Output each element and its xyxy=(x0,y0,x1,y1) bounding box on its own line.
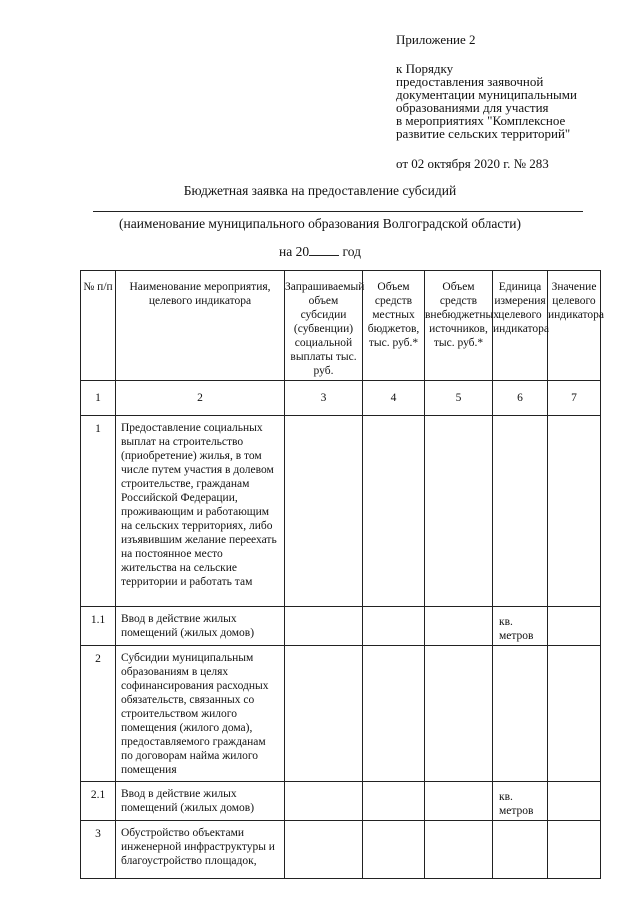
table-row xyxy=(81,821,601,879)
extrabudgetary-cell xyxy=(425,416,493,607)
header-cell: Запрашиваемый объем субсидии (субвенции) социальной выплаты тыс. руб. xyxy=(285,271,363,381)
table-row xyxy=(81,782,601,821)
year-line xyxy=(0,243,640,260)
municipality-name-line xyxy=(93,211,583,212)
header-cell: Значение целевого индикатора xyxy=(548,271,601,381)
year-suffix: год xyxy=(342,244,361,259)
reference-line: развитие сельских территорий" xyxy=(396,126,571,141)
requested-subsidy-cell xyxy=(285,646,363,782)
reference-line: образованиями для участия xyxy=(396,100,549,115)
column-number: 3 xyxy=(285,381,363,416)
year-prefix: на 20 xyxy=(279,244,310,259)
requested-subsidy-cell xyxy=(285,821,363,879)
local-budget-cell xyxy=(363,607,425,646)
indicator-value-cell xyxy=(548,646,601,782)
header-cell: Наименование мероприятия, целевого индикатора xyxy=(116,271,285,381)
indicator-value-cell xyxy=(548,607,601,646)
reference-line: к Порядку xyxy=(396,61,454,76)
extrabudgetary-cell xyxy=(425,782,493,821)
column-number: 2 xyxy=(116,381,285,416)
row-number: 3 xyxy=(81,821,116,879)
requested-subsidy-cell xyxy=(285,416,363,607)
extrabudgetary-cell xyxy=(425,646,493,782)
column-number: 6 xyxy=(493,381,548,416)
column-number: 5 xyxy=(425,381,493,416)
column-number: 7 xyxy=(548,381,601,416)
table-row xyxy=(81,416,601,607)
local-budget-cell xyxy=(363,782,425,821)
row-number: 2.1 xyxy=(81,782,116,821)
indicator-value-cell xyxy=(548,821,601,879)
table-header-row xyxy=(81,271,601,381)
order-date: от 02 октября 2020 г. № 283 xyxy=(396,156,549,171)
row-name: Ввод в действие жилых помещений (жилых домов) xyxy=(116,782,285,821)
row-number: 2 xyxy=(81,646,116,782)
header-cell: Объем средств внебюджетных источников, тыс. руб.* xyxy=(425,271,493,381)
reference-line: предоставления заявочной xyxy=(396,74,544,89)
extrabudgetary-cell xyxy=(425,821,493,879)
header-cell: № п/п xyxy=(81,271,116,381)
column-number-row xyxy=(81,381,601,416)
requested-subsidy-cell xyxy=(285,607,363,646)
table-row xyxy=(81,607,601,646)
header-cell: Единица измерения целевого индикатора xyxy=(493,271,548,381)
unit-cell xyxy=(493,416,548,607)
row-name: Субсидии муниципальным образованиям в целях софинансирования расходных обязательств, связанных со строительством жилого помещения (жилого дома), предоставляемого гражданам по договорам найма жилого помещения xyxy=(116,646,285,782)
local-budget-cell xyxy=(363,821,425,879)
table-row xyxy=(81,646,601,782)
column-number: 4 xyxy=(363,381,425,416)
row-name: Обустройство объектами инженерной инфраструктуры и благоустройство площадок, xyxy=(116,821,285,879)
column-number: 1 xyxy=(81,381,116,416)
unit-cell: кв. метров xyxy=(493,782,548,821)
indicator-value-cell xyxy=(548,416,601,607)
header-cell: Объем средств местных бюджетов, тыс. руб.* xyxy=(363,271,425,381)
year-blank xyxy=(309,243,339,256)
appendix-title: Приложение 2 xyxy=(396,32,476,47)
unit-cell: кв. метров xyxy=(493,607,548,646)
appendix-reference xyxy=(396,62,577,140)
local-budget-cell xyxy=(363,646,425,782)
budget-request-table xyxy=(80,270,605,879)
local-budget-cell xyxy=(363,416,425,607)
document-title: Бюджетная заявка на предоставление субсидий xyxy=(183,183,457,198)
row-number: 1.1 xyxy=(81,607,116,646)
municipality-caption: (наименование муниципального образования Волгоградской области) xyxy=(118,216,521,231)
row-name: Ввод в действие жилых помещений (жилых домов) xyxy=(116,607,285,646)
row-number: 1 xyxy=(81,416,116,607)
reference-line: в мероприятиях "Комплексное xyxy=(396,113,566,128)
indicator-value-cell xyxy=(548,782,601,821)
unit-cell xyxy=(493,821,548,879)
reference-line: документации муниципальными xyxy=(396,87,577,102)
row-name: Предоставление социальных выплат на строительство (приобретение) жилья, в том числе путем участия в долевом строительстве, гражданам Российской Федерации, проживающим и работающим на сельских территориях, либо изъявившим желание переехать на постоянное место жительства на сельские территории и работать там xyxy=(116,416,285,607)
extrabudgetary-cell xyxy=(425,607,493,646)
unit-cell xyxy=(493,646,548,782)
requested-subsidy-cell xyxy=(285,782,363,821)
